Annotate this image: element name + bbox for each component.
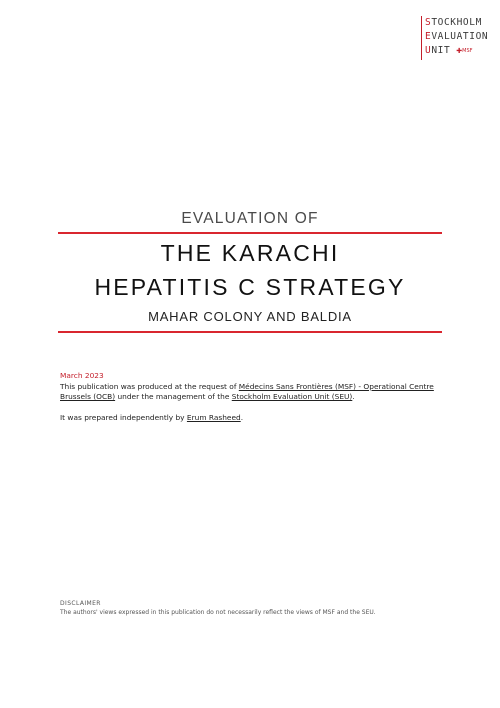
logo-word: VALUATION (431, 31, 489, 42)
logo-initial: E (425, 31, 432, 42)
pretitle: EVALUATION OF (181, 210, 319, 227)
divider-top (58, 232, 442, 234)
title-line-1: THE KARACHI (160, 240, 340, 266)
logo-line-evaluation (425, 30, 488, 44)
divider-bottom (58, 331, 442, 333)
msf-ocb-link[interactable]: Médecins Sans Frontières (MSF) - Operational Centre Brussels (OCB) (60, 381, 434, 401)
logo-bar (421, 16, 422, 60)
title-line-2: HEPATITIS C STRATEGY (94, 274, 406, 300)
seu-link[interactable]: Stockholm Evaluation Unit (SEU) (231, 392, 353, 401)
subtitle: MAHAR COLONY AND BALDIA (148, 309, 352, 324)
logo-word: NIT (431, 45, 451, 56)
logo-initial: U (425, 45, 432, 56)
main-title (58, 236, 442, 304)
msf-logo-icon: ✚MSF (456, 47, 473, 55)
logo-word: TOCKHOLM (431, 17, 482, 28)
disclaimer-label: DISCLAIMER (60, 600, 101, 607)
publication-date: March 2023 (60, 371, 104, 380)
disclaimer-text: The authors' views expressed in this publication do not necessarily reflect the views of MSF and the SEU. (60, 609, 376, 616)
author-link[interactable]: Erum Rasheed (186, 412, 241, 422)
logo-line-unit (425, 44, 488, 58)
seu-logo (421, 16, 493, 60)
request-statement: This publication was produced at the request of Médecins Sans Frontières (MSF) - Operational Centre Brussels (OCB) under the management of the Stockholm Evaluation Unit (SEU). (60, 381, 434, 401)
disclaimer (60, 599, 450, 617)
publication-info (60, 371, 450, 423)
logo-line-stockholm (425, 16, 488, 30)
logo-initial: S (425, 17, 432, 28)
author-statement: It was prepared independently by Erum Rasheed. (60, 412, 244, 422)
title-block (58, 208, 442, 333)
